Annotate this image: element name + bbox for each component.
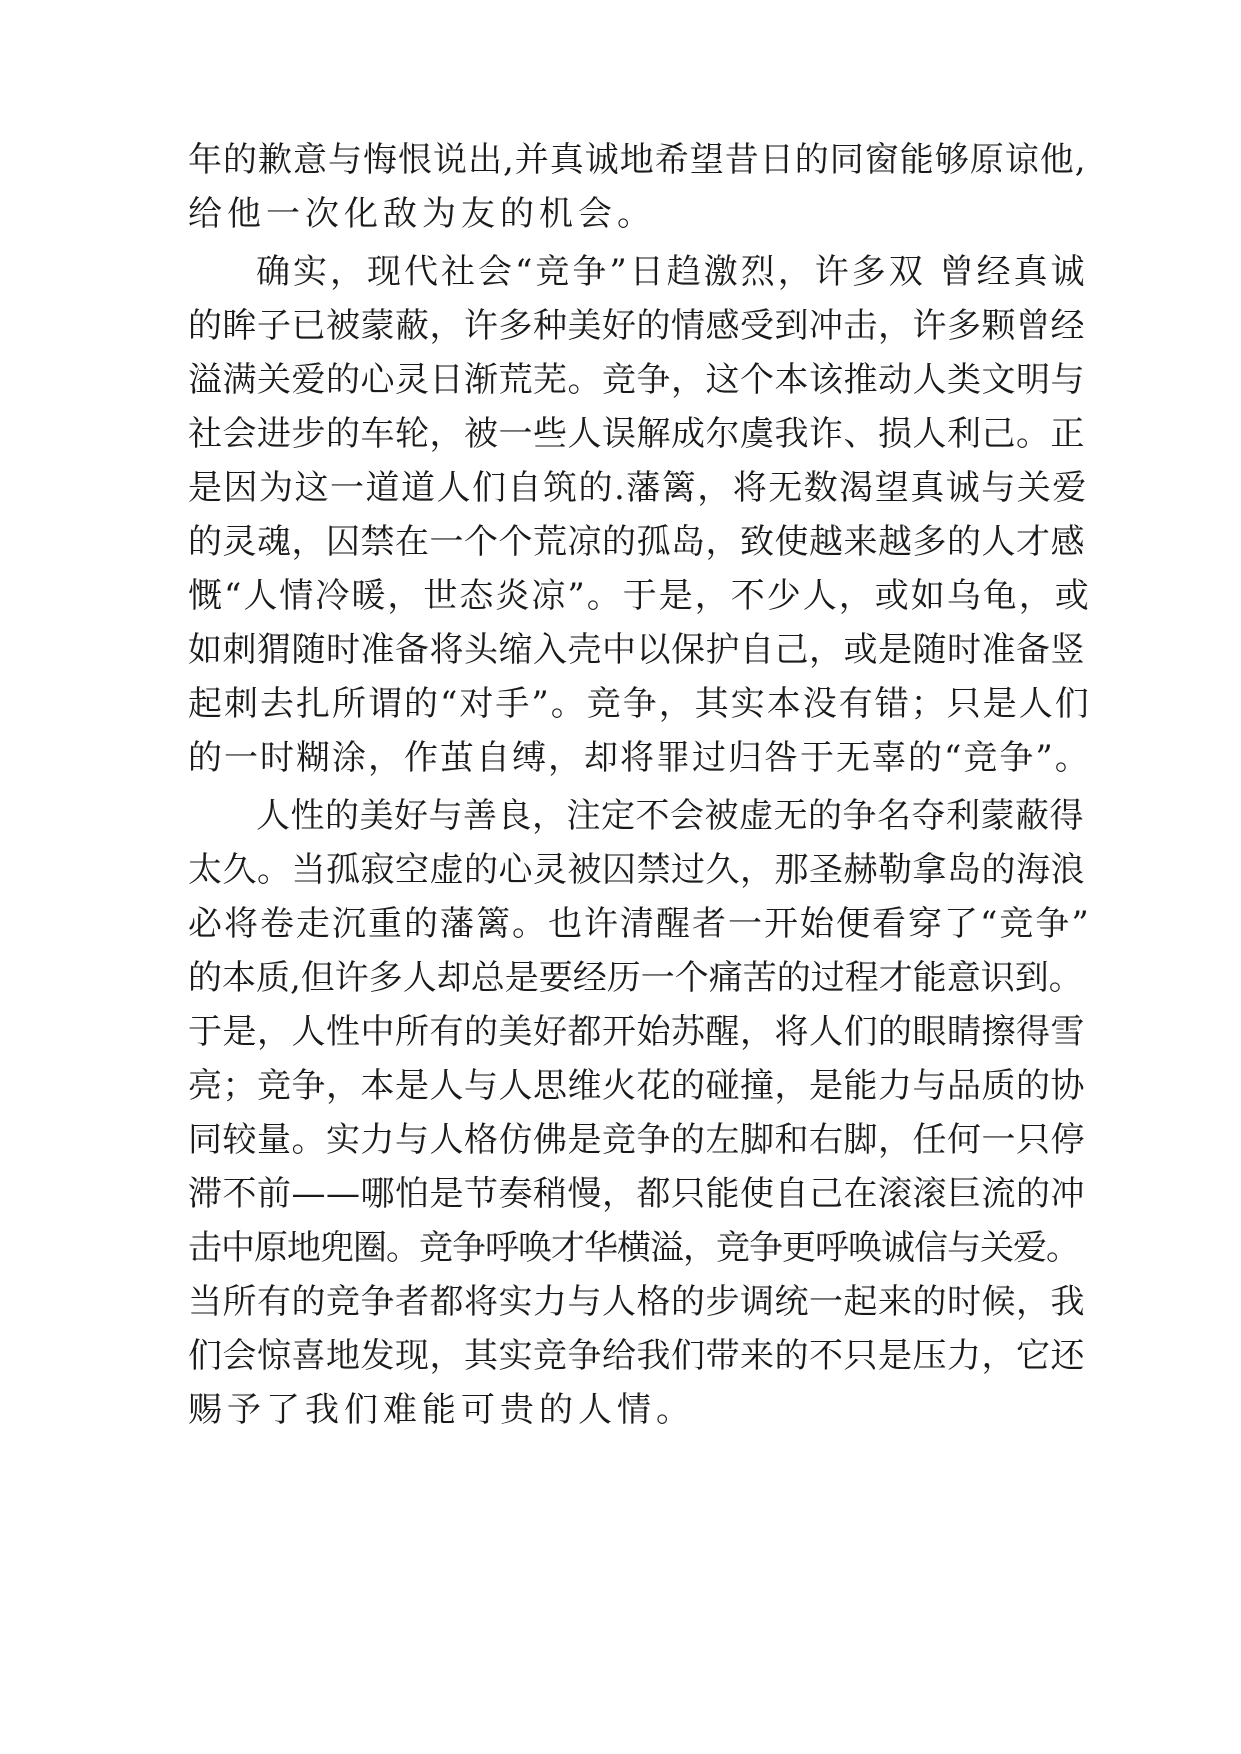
text-line: 是因为这一道道人们自筑的.藩篱，将无数渴望真诚与关爱 <box>188 468 1088 508</box>
text-line: 们会惊喜地发现，其实竞争给我们带来的不只是压力，它还 <box>188 1336 1085 1376</box>
text-line: 如刺猬随时准备将头缩入壳中以保护自己，或是随时准备竖 <box>188 630 1085 670</box>
text-line: 人性的美好与善良，注定不会被虚无的争名夺利蒙蔽得 <box>256 796 1084 836</box>
text-line: 慨“人情冷暖，世态炎凉”。于是，不少人，或如乌龟，或 <box>188 576 1091 616</box>
text-line: 击中原地兜圈。竞争呼唤才华横溢，竞争更呼唤诚信与关爱。 <box>188 1228 1079 1268</box>
text-line: 的眸子已被蒙蔽，许多种美好的情感受到冲击，许多颗曾经 <box>188 306 1085 346</box>
text-line: 同较量。实力与人格仿佛是竞争的左脚和右脚，任何一只停 <box>188 1120 1085 1160</box>
text-line: 于是，人性中所有的美好都开始苏醒，将人们的眼睛擦得雪 <box>188 1012 1085 1052</box>
text-line: 的灵魂，囚禁在一个个荒凉的孤岛，致使越来越多的人才感 <box>188 522 1085 562</box>
text-line: 给他一次化敌为友的机会。 <box>188 194 656 234</box>
text-line: 必将卷走沉重的藩篱。也许清醒者一开始便看穿了“竞争” <box>188 904 1091 944</box>
text-line: 确实，现代社会“竞争”日趋激烈，许多双 曾经真诚 <box>256 252 1088 292</box>
text-line: 赐予了我们难能可贵的人情。 <box>188 1390 695 1430</box>
text-line: 年的歉意与悔恨说出,并真诚地希望昔日的同窗能够原谅他, <box>188 140 1087 180</box>
text-line: 的一时糊涂，作茧自缚，却将罪过归咎于无辜的“竞争”。 <box>188 738 1091 778</box>
text-line: 太久。当孤寂空虚的心灵被囚禁过久，那圣赫勒拿岛的海浪 <box>188 850 1085 890</box>
text-line: 社会进步的车轮，被一些人误解成尔虞我诈、损人利己。正 <box>188 414 1085 454</box>
text-line: 当所有的竞争者都将实力与人格的步调统一起来的时候，我 <box>188 1282 1085 1322</box>
text-line: 溢满关爱的心灵日渐荒芜。竞争，这个本该推动人类文明与 <box>188 360 1085 400</box>
text-line: 滞不前——哪怕是节奏稍慢，都只能使自己在滚滚巨流的冲 <box>188 1174 1085 1214</box>
text-line: 起刺去扎所谓的“对手”。竞争，其实本没有错；只是人们 <box>188 684 1091 724</box>
text-line: 的本质,但许多人却总是要经历一个痛苦的过程才能意识到。 <box>188 958 1083 998</box>
text-line: 亮；竞争，本是人与人思维火花的碰撞，是能力与品质的协 <box>188 1066 1085 1106</box>
